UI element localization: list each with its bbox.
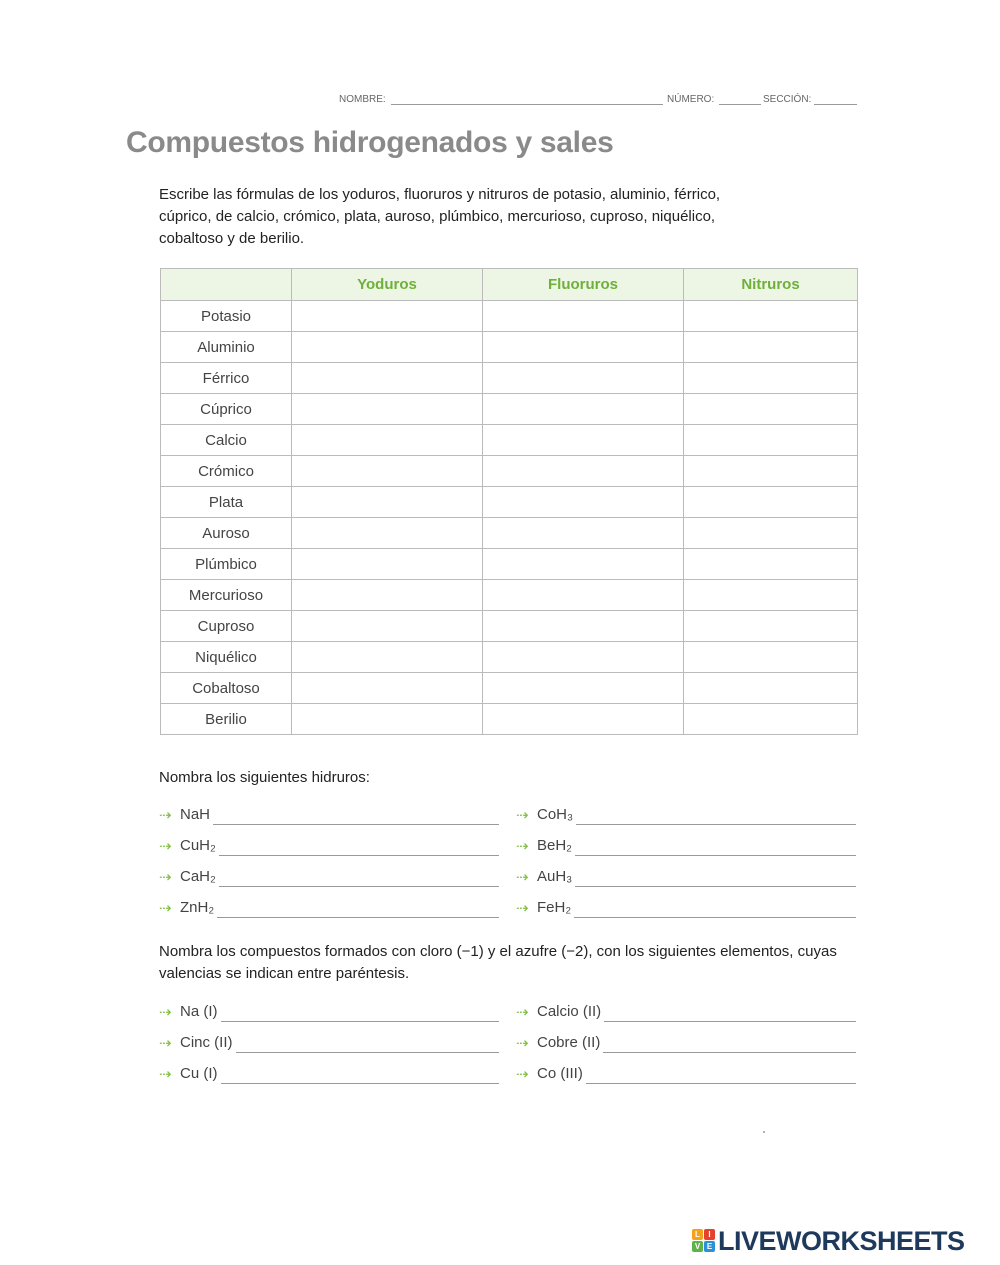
hydride-label: CuH₂ (180, 837, 216, 854)
nitruro-answer-cell[interactable] (684, 456, 858, 487)
row-label: Aluminio (161, 332, 292, 363)
compound-answer-line[interactable] (603, 1052, 856, 1053)
nitruro-answer-cell[interactable] (684, 611, 858, 642)
row-label: Calcio (161, 425, 292, 456)
row-label: Plúmbico (161, 549, 292, 580)
seccion-label: SECCIÓN: (763, 94, 812, 105)
fluoruro-answer-cell[interactable] (483, 332, 684, 363)
row-label: Crómico (161, 456, 292, 487)
yoduro-answer-cell[interactable] (292, 487, 483, 518)
hydride-label: CoH₃ (537, 806, 574, 823)
table-row (161, 673, 858, 704)
nitruro-answer-cell[interactable] (684, 518, 858, 549)
table-row (161, 332, 858, 363)
yoduro-answer-cell[interactable] (292, 301, 483, 332)
arrow-icon: ⇢ (159, 900, 172, 917)
row-label: Niquélico (161, 642, 292, 673)
compound-item (159, 1033, 499, 1055)
logo-block-v: V (692, 1241, 703, 1252)
nitruro-answer-cell[interactable] (684, 549, 858, 580)
compound-item (516, 1064, 856, 1086)
row-label: Cobaltoso (161, 673, 292, 704)
logo-text: LIVEWORKSHEETS (718, 1226, 965, 1256)
fluoruro-answer-cell[interactable] (483, 611, 684, 642)
yoduro-answer-cell[interactable] (292, 611, 483, 642)
row-label: Mercurioso (161, 580, 292, 611)
hydride-answer-line[interactable] (219, 855, 499, 856)
row-label: Berilio (161, 704, 292, 735)
seccion-field[interactable] (814, 104, 857, 105)
row-label: Cuproso (161, 611, 292, 642)
hydride-label: ZnH₂ (180, 899, 215, 916)
arrow-icon: ⇢ (159, 807, 172, 824)
yoduro-answer-cell[interactable] (292, 549, 483, 580)
numero-label: NÚMERO: (667, 94, 715, 105)
compound-answer-line[interactable] (221, 1083, 499, 1084)
nitruro-answer-cell[interactable] (684, 673, 858, 704)
yoduro-answer-cell[interactable] (292, 673, 483, 704)
fluoruro-answer-cell[interactable] (483, 301, 684, 332)
fluoruro-answer-cell[interactable] (483, 456, 684, 487)
hydride-answer-line[interactable] (575, 855, 856, 856)
compound-label: Cinc (II) (180, 1034, 233, 1051)
yoduro-answer-cell[interactable] (292, 363, 483, 394)
row-label: Cúprico (161, 394, 292, 425)
hydride-answer-line[interactable] (575, 886, 856, 887)
row-label: Auroso (161, 518, 292, 549)
compound-label: Calcio (II) (537, 1003, 602, 1020)
nombre-field[interactable] (391, 104, 663, 105)
yoduro-answer-cell[interactable] (292, 642, 483, 673)
yoduro-answer-cell[interactable] (292, 704, 483, 735)
nitruro-answer-cell[interactable] (684, 332, 858, 363)
compound-item (159, 1002, 499, 1024)
nitruro-answer-cell[interactable] (684, 394, 858, 425)
table-row (161, 580, 858, 611)
arrow-icon: ⇢ (159, 869, 172, 886)
table-row (161, 301, 858, 332)
yoduro-answer-cell[interactable] (292, 518, 483, 549)
arrow-icon: ⇢ (516, 1004, 529, 1021)
instructions-hydrides: Nombra los siguientes hidruros: (159, 769, 370, 786)
hydride-item (159, 898, 499, 920)
compound-answer-line[interactable] (236, 1052, 499, 1053)
hydride-item (516, 867, 856, 889)
fluoruro-answer-cell[interactable] (483, 673, 684, 704)
arrow-icon: ⇢ (159, 1035, 172, 1052)
logo-block-l: L (692, 1229, 703, 1240)
arrow-icon: ⇢ (159, 1004, 172, 1021)
hydride-label: FeH₂ (537, 899, 572, 916)
table-row (161, 487, 858, 518)
instructions-compounds: Nombra los compuestos formados con cloro (−1) y el azufre (−2), con los siguientes elementos, cuyas valencias se indican entre paréntesis. (159, 943, 837, 982)
hydride-label: AuH₃ (537, 868, 573, 885)
hydride-item (516, 836, 856, 858)
compound-label: Cu (I) (180, 1065, 218, 1082)
nitruro-answer-cell[interactable] (684, 363, 858, 394)
table-row (161, 642, 858, 673)
fluoruro-answer-cell[interactable] (483, 704, 684, 735)
yoduro-answer-cell[interactable] (292, 580, 483, 611)
row-label: Potasio (161, 301, 292, 332)
logo-blocks-icon (692, 1229, 716, 1253)
fluoruro-answer-cell[interactable] (483, 363, 684, 394)
fluoruro-answer-cell[interactable] (483, 394, 684, 425)
hydride-answer-line[interactable] (574, 917, 856, 918)
page-title: Compuestos hidrogenados y sales (126, 126, 614, 159)
yoduro-answer-cell[interactable] (292, 394, 483, 425)
compound-item (159, 1064, 499, 1086)
hydride-label: NaH (180, 806, 211, 823)
nitruro-answer-cell[interactable] (684, 425, 858, 456)
hydride-item (516, 805, 856, 827)
hydride-answer-line[interactable] (217, 917, 499, 918)
hydride-answer-line[interactable] (219, 886, 499, 887)
logo-block-i: I (704, 1229, 715, 1240)
fluoruro-answer-cell[interactable] (483, 642, 684, 673)
hydride-answer-line[interactable] (576, 824, 856, 825)
table-row (161, 611, 858, 642)
table-header-corner (161, 269, 292, 301)
table-row (161, 518, 858, 549)
compound-label: Na (I) (180, 1003, 218, 1020)
table-row (161, 425, 858, 456)
yoduro-answer-cell[interactable] (292, 425, 483, 456)
hydride-item (159, 836, 499, 858)
formulas-table (160, 268, 858, 735)
nitruro-answer-cell[interactable] (684, 704, 858, 735)
compound-answer-line[interactable] (221, 1021, 499, 1022)
column-header-yoduros: Yoduros (292, 269, 483, 301)
nitruro-answer-cell[interactable] (684, 642, 858, 673)
hydride-label: BeH₂ (537, 837, 573, 854)
hydride-item (159, 867, 499, 889)
arrow-icon: ⇢ (516, 807, 529, 824)
compound-item (516, 1033, 856, 1055)
nitruro-answer-cell[interactable] (684, 301, 858, 332)
fluoruro-answer-cell[interactable] (483, 425, 684, 456)
arrow-icon: ⇢ (516, 1066, 529, 1083)
table-row (161, 394, 858, 425)
nitruro-answer-cell[interactable] (684, 487, 858, 518)
table-row (161, 363, 858, 394)
hydride-item (516, 898, 856, 920)
column-header-fluoruros: Fluoruros (483, 269, 684, 301)
table-header-row (161, 269, 858, 301)
arrow-icon: ⇢ (516, 900, 529, 917)
arrow-icon: ⇢ (516, 869, 529, 886)
fluoruro-answer-cell[interactable] (483, 487, 684, 518)
column-header-nitruros: Nitruros (684, 269, 858, 301)
logo-block-e: E (704, 1241, 715, 1252)
row-label: Férrico (161, 363, 292, 394)
nitruro-answer-cell[interactable] (684, 580, 858, 611)
compound-label: Co (III) (537, 1065, 583, 1082)
compound-answer-line[interactable] (586, 1083, 856, 1084)
fluoruro-answer-cell[interactable] (483, 580, 684, 611)
yoduro-answer-cell[interactable] (292, 332, 483, 363)
instructions-formulas: Escribe las fórmulas de los yoduros, fluoruros y nitruros de potasio, aluminio, férrico, cúprico, de calcio, crómico, plata, auroso, plúmbico, mercurioso, cuproso, niquélico, cobaltoso y de berilio. (159, 186, 721, 247)
arrow-icon: ⇢ (159, 838, 172, 855)
fluoruro-answer-cell[interactable] (483, 549, 684, 580)
compound-item (516, 1002, 856, 1024)
arrow-icon: ⇢ (516, 1035, 529, 1052)
table-row (161, 704, 858, 735)
table-row (161, 549, 858, 580)
numero-field[interactable] (719, 104, 761, 105)
student-header (339, 94, 857, 108)
hydride-label: CaH₂ (180, 868, 216, 885)
row-label: Plata (161, 487, 292, 518)
table-row (161, 456, 858, 487)
compound-answer-line[interactable] (604, 1021, 856, 1022)
nombre-label: NOMBRE: (339, 94, 386, 105)
fluoruro-answer-cell[interactable] (483, 518, 684, 549)
yoduro-answer-cell[interactable] (292, 456, 483, 487)
compound-label: Cobre (II) (537, 1034, 601, 1051)
stray-dot (763, 1131, 765, 1133)
hydride-item (159, 805, 499, 827)
arrow-icon: ⇢ (159, 1066, 172, 1083)
arrow-icon: ⇢ (516, 838, 529, 855)
hydride-answer-line[interactable] (213, 824, 499, 825)
